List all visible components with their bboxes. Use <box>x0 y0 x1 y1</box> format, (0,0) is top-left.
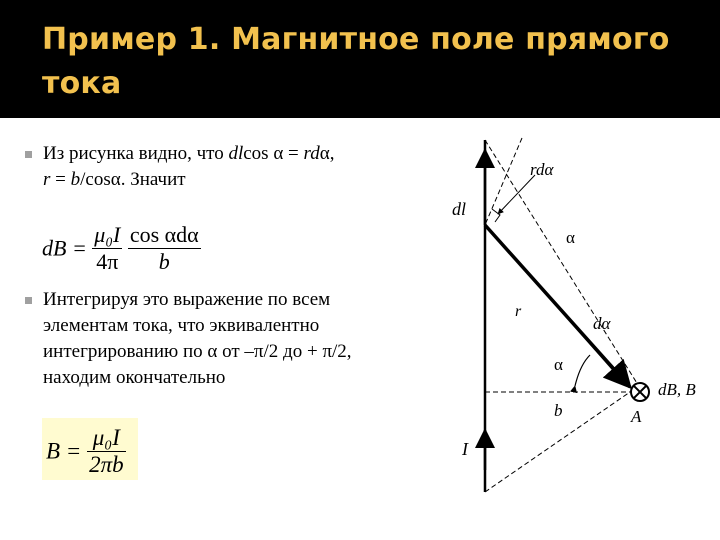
label-dl: dl <box>452 199 467 219</box>
formula-B-final <box>42 418 138 480</box>
alpha-arc <box>575 355 590 386</box>
b2-to: /2 до + <box>263 341 323 362</box>
b1-alpha: α <box>273 143 284 164</box>
right-angle-mark <box>492 209 500 222</box>
rda-arrow <box>498 175 535 214</box>
label-da: dα <box>593 314 611 333</box>
fraction-mu0I-2pib <box>87 425 126 478</box>
frac-num-cos: cos αdα <box>129 222 199 247</box>
label-alpha-mid: α <box>554 355 563 374</box>
b1-eq2: = <box>50 169 71 190</box>
dashed-slant-line <box>485 138 522 225</box>
frac-den-4pi: 4π <box>96 249 119 274</box>
b2-pi1: π <box>253 341 264 362</box>
b2-line1: Интегрируя это выражение по всем <box>43 289 331 310</box>
bullet-2-text <box>43 287 443 391</box>
b1-alpha3: α <box>110 169 121 190</box>
b1-cos: /cos <box>80 169 111 190</box>
title-bar <box>0 0 720 118</box>
label-r: r <box>515 303 522 320</box>
bullet-marker-2 <box>25 297 32 304</box>
b2-pi2: π <box>322 341 333 362</box>
magnetic-field-diagram <box>430 130 720 500</box>
b1-var-b: b <box>70 169 81 190</box>
label-alpha-top: α <box>566 228 575 247</box>
formula-B-lhs: B = <box>46 438 82 464</box>
label-b: b <box>554 401 563 420</box>
b2-line2: элементам тока, что эквивалентно <box>43 315 320 336</box>
b1-comma: , <box>329 143 335 164</box>
b2-line3a: интегрированию по <box>43 341 208 362</box>
b2-line4: находим окончательно <box>43 367 226 388</box>
frac2-den: 2πb <box>89 452 124 477</box>
b2-alpha: α <box>207 341 218 362</box>
slide-title: Пример 1. Магнитное поле прямого тока <box>42 22 670 101</box>
b1-text-cos: cos <box>243 143 274 164</box>
b1-var-dl: dl <box>228 143 244 164</box>
formula-dB-lhs: dB = <box>42 235 87 261</box>
dashed-top-line <box>485 140 640 388</box>
bullet-marker-1 <box>25 151 32 158</box>
fraction-mu0I-4pi <box>92 222 122 275</box>
b2-end: /2, <box>332 341 352 362</box>
label-I: I <box>462 439 468 459</box>
frac-den-b: b <box>158 249 170 274</box>
b1-var-rd: rd <box>303 143 320 164</box>
formula-dB <box>42 222 201 275</box>
b1-eq: = <box>283 143 304 164</box>
b1-alpha2: α <box>319 143 330 164</box>
b1-var-r: r <box>43 169 51 190</box>
b1-text: Из рисунка видно, что <box>43 143 229 164</box>
label-dB-B: dB, B <box>658 380 696 399</box>
label-A: A <box>631 407 642 426</box>
fraction-cos-b <box>128 222 201 275</box>
frac-num-mu0I: μ₀I <box>94 222 121 247</box>
b2-from: от – <box>217 341 254 362</box>
bullet-1-text <box>43 141 433 193</box>
b1-therefore: . Значит <box>120 169 186 190</box>
frac2-num: μ₀I <box>87 425 126 452</box>
label-rda: rdα <box>530 160 554 179</box>
